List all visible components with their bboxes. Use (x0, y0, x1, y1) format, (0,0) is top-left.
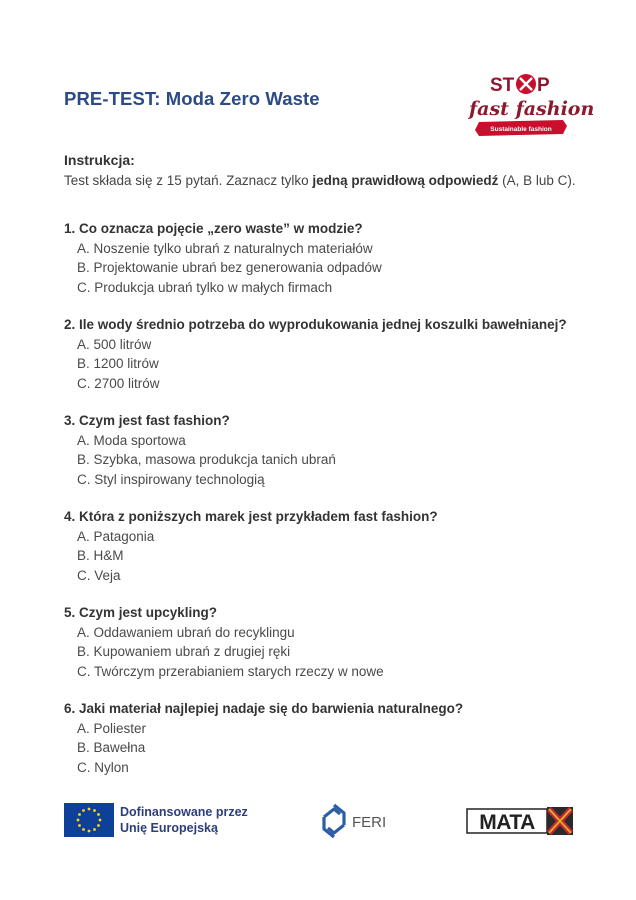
option-a[interactable]: A. Poliester (77, 721, 147, 736)
instructions-text-before: Test składa się z 15 pytań. Zaznacz tylko (64, 173, 313, 188)
option-a[interactable]: A. 500 litrów (77, 337, 152, 352)
instructions-text-bold: jedną prawidłową odpowiedź (312, 173, 499, 188)
instructions-text (64, 173, 576, 188)
question-title: 3. Czym jest fast fashion? (64, 413, 230, 428)
eu-line-2: Unię Europejską (120, 821, 218, 835)
option-c[interactable]: C. Nylon (77, 759, 129, 775)
eu-funding-text (120, 804, 248, 836)
option-c[interactable]: C. Styl inspirowany technologią (77, 471, 265, 487)
instructions-text-after: (A, B lub C). (498, 173, 576, 188)
question-3 (64, 411, 336, 489)
question-4 (64, 507, 438, 585)
question-5 (64, 603, 384, 681)
option-a[interactable]: A. Oddawaniem ubrań do recyklingu (77, 625, 295, 640)
option-b[interactable]: B. 1200 litrów (77, 356, 159, 372)
option-a[interactable]: A. Patagonia (77, 529, 155, 544)
question-title: 5. Czym jest upcykling? (64, 605, 218, 620)
option-b[interactable]: B. Projektowanie ubrań bez generowania odpadów (77, 260, 382, 276)
eu-line-1: Dofinansowane przez (120, 805, 248, 819)
option-b[interactable]: B. Bawełna (77, 740, 146, 756)
option-a[interactable]: A. Moda sportowa (77, 433, 186, 448)
feri-logo (320, 801, 400, 841)
option-b[interactable]: B. H&M (77, 548, 124, 564)
question-title: 6. Jaki materiał najlepiej nadaje się do barwienia naturalnego? (64, 701, 464, 716)
question-title: 1. Co oznacza pojęcie „zero waste” w modzie? (64, 221, 363, 236)
option-c[interactable]: C. Produkcja ubrań tylko w małych firmach (77, 279, 333, 295)
instructions-label: Instrukcja: (64, 152, 135, 168)
question-2 (64, 315, 567, 393)
question-title: 4. Która z poniższych marek jest przykładem fast fashion? (64, 509, 438, 524)
option-c[interactable]: C. Veja (77, 567, 121, 583)
feri-mark-icon (324, 805, 344, 837)
logo-text-fast-fashion: fast fashion (469, 98, 595, 120)
option-c[interactable]: C. Twórczym przerabianiem starych rzeczy w nowe (77, 663, 384, 679)
question-6 (64, 699, 463, 777)
question-title: 2. Ile wody średnio potrzeba do wyprodukowania jednej koszulki bawełnianej? (64, 317, 567, 332)
mata-label: MATA (479, 811, 535, 834)
feri-label: FERI (352, 814, 387, 831)
logo-ribbon-text: Sustainable fashion (490, 126, 552, 133)
option-b[interactable]: B. Szybka, masowa produkcja tanich ubrań (77, 452, 336, 468)
logo-text-p: P (537, 75, 550, 96)
page-title: PRE-TEST: Moda Zero Waste (64, 88, 320, 109)
option-b[interactable]: B. Kupowaniem ubrań z drugiej ręki (77, 644, 291, 660)
mata-logo (467, 806, 573, 836)
stop-fast-fashion-logo (463, 64, 595, 144)
eu-flag-icon (64, 803, 114, 837)
question-1 (64, 219, 382, 297)
option-a[interactable]: A. Noszenie tylko ubrań z naturalnych materiałów (77, 241, 373, 256)
logo-text-st: ST (490, 75, 515, 96)
option-c[interactable]: C. 2700 litrów (77, 375, 160, 391)
mata-x-icon (547, 807, 573, 835)
crossed-x-icon (516, 74, 536, 94)
